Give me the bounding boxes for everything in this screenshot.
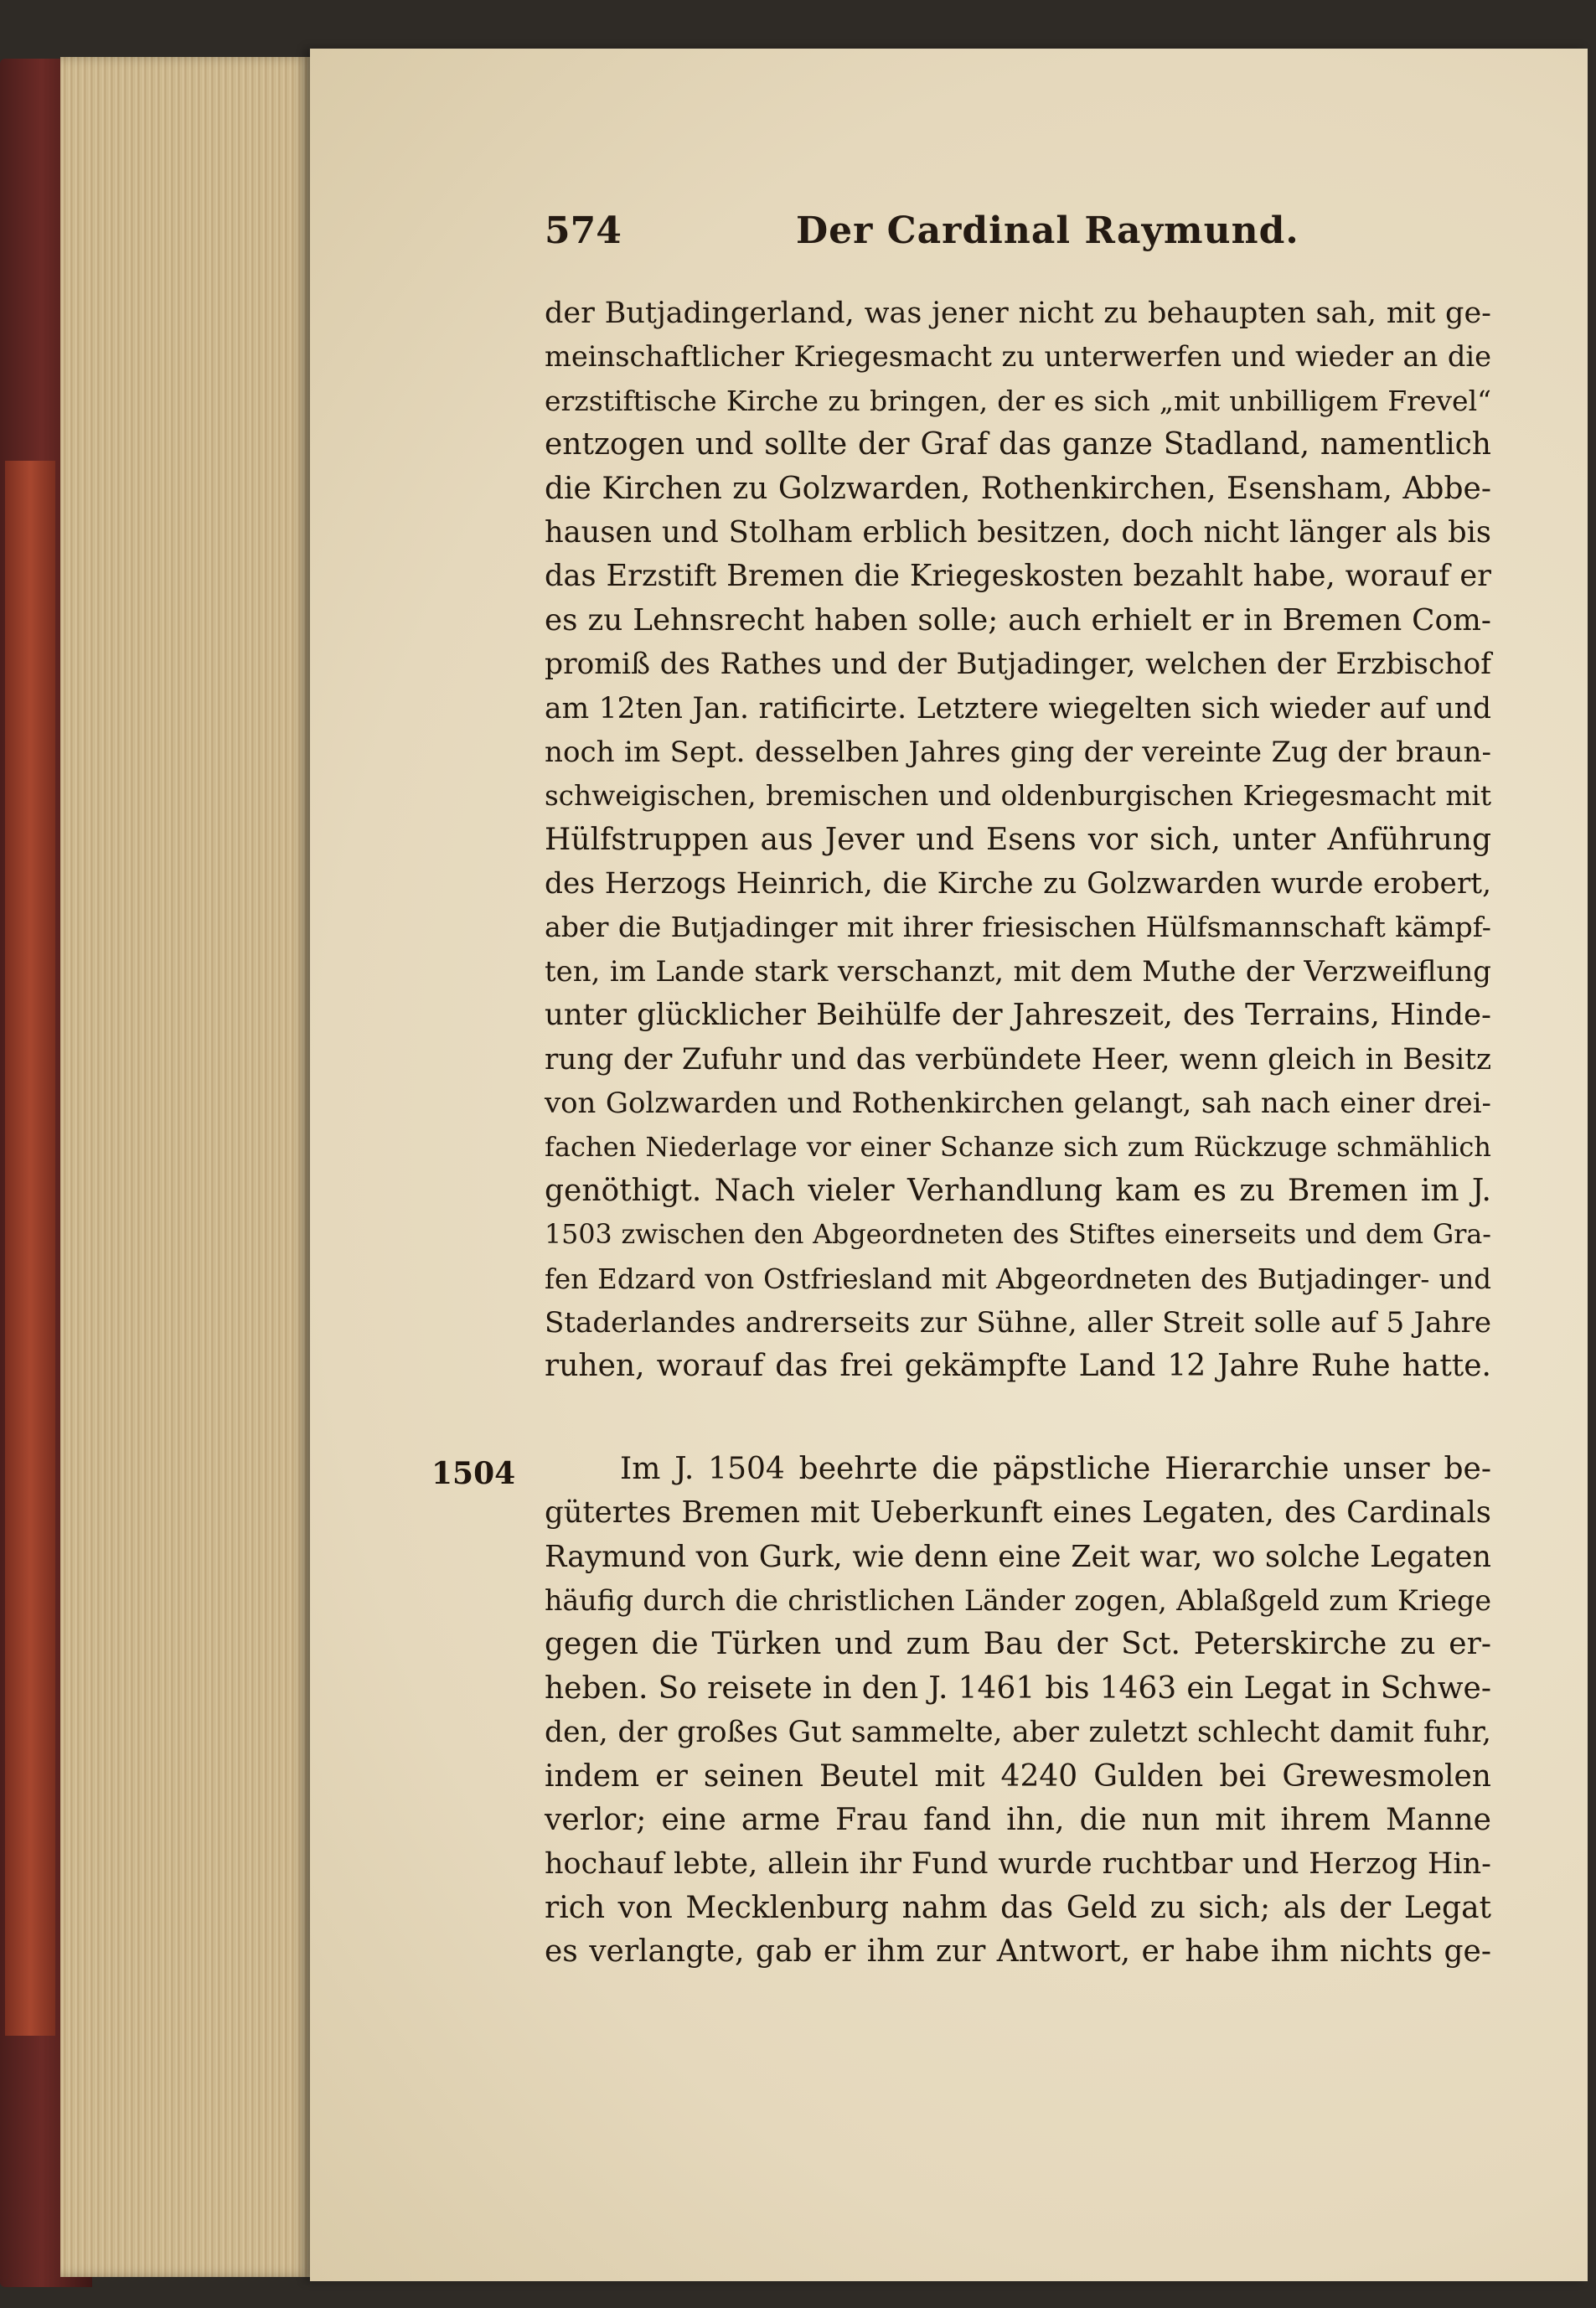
- text-line: indem er seinen Beutel mit 4240 Gulden bei Grewesmolen: [545, 1758, 1491, 1794]
- chapter-title: Der Cardinal Raymund.: [796, 209, 1299, 252]
- text-line: ten, im Lande stark verschanzt, mit dem Muthe der Verzweiflung: [545, 954, 1491, 989]
- text-line: verlor; eine arme Frau fand ihn, die nun mit ihrem Manne: [545, 1802, 1491, 1837]
- text-line: erzstiftische Kirche zu bringen, der es sich „mit unbilligem Frevel“: [545, 384, 1491, 417]
- paragraph-2: [545, 1448, 1491, 1975]
- text-line: 1503 zwischen den Abgeordneten des Stiftes einerseits und dem Gra-: [545, 1220, 1491, 1251]
- text-line: es zu Lehnsrecht haben solle; auch erhielt er in Bremen Com-: [545, 602, 1491, 638]
- body-text: [545, 292, 1491, 1974]
- text-line: gegen die Türken und zum Bau der Sct. Peterskirche zu er-: [545, 1627, 1491, 1662]
- text-line: Raymund von Gurk, wie denn eine Zeit war, wo solche Legaten: [545, 1539, 1491, 1574]
- text-line: heben. So reisete in den J. 1461 bis 1463 ein Legat in Schwe-: [545, 1670, 1491, 1706]
- text-line: das Erzstift Bremen die Kriegeskosten bezahlt habe, worauf er: [545, 559, 1491, 594]
- text-line: ruhen, worauf das frei gekämpfte Land 12 Jahre Ruhe hatte.: [545, 1349, 1491, 1384]
- text-line: schweigischen, bremischen und oldenburgischen Kriegesmacht mit: [545, 780, 1491, 813]
- text-line: häufig durch die christlichen Länder zogen, Ablaßgeld zum Kriege: [545, 1583, 1491, 1617]
- text-line: aber die Butjadinger mit ihrer friesischen Hülfsmannschaft kämpf-: [545, 911, 1491, 944]
- page-number: 574: [545, 209, 622, 252]
- paragraph-gap: [545, 1389, 1491, 1448]
- text-line: unter glücklicher Beihülfe der Jahreszeit, des Terrains, Hinde-: [545, 998, 1491, 1033]
- text-line: hochauf lebte, allein ihr Fund wurde ruchtbar und Herzog Hin-: [545, 1846, 1491, 1882]
- running-head: [545, 209, 1550, 260]
- text-line: genöthigt. Nach vieler Verhandlung kam es zu Bremen im J.: [545, 1173, 1491, 1208]
- text-line: Staderlandes andrerseits zur Sühne, aller Streit solle auf 5 Jahre: [545, 1305, 1491, 1340]
- text-line: Im J. 1504 beehrte die päpstliche Hierarchie unser be-: [620, 1451, 1491, 1486]
- text-line: der Butjadingerland, was jener nicht zu behaupten sah, mit ge-: [545, 297, 1491, 330]
- text-line: rung der Zufuhr und das verbündete Heer, wenn gleich in Besitz: [545, 1042, 1491, 1077]
- text-line: den, der großes Gut sammelte, aber zuletzt schlecht damit fuhr,: [545, 1716, 1491, 1750]
- text-line: noch im Sept. desselben Jahres ging der vereinte Zug der braun-: [545, 735, 1491, 769]
- cover-label-stripe: [5, 461, 55, 2036]
- text-line: promiß des Rathes und der Butjadinger, welchen der Erzbischof: [545, 648, 1491, 682]
- text-line: Hülfstruppen aus Jever und Esens vor sich, unter Anführung: [545, 822, 1491, 857]
- text-line: von Golzwarden und Rothenkirchen gelangt, sah nach einer drei-: [545, 1087, 1491, 1120]
- text-line: meinschaftlicher Kriegesmacht zu unterwerfen und wieder an die: [545, 340, 1491, 374]
- text-line: es verlangte, gab er ihm zur Antwort, er habe ihm nichts ge-: [545, 1934, 1491, 1970]
- text-line: des Herzogs Heinrich, die Kirche zu Golzwarden wurde erobert,: [545, 867, 1491, 901]
- text-line: fachen Niederlage vor einer Schanze sich zum Rückzuge schmählich: [545, 1131, 1491, 1164]
- text-line: gütertes Bremen mit Ueberkunft eines Legaten, des Cardinals: [545, 1495, 1491, 1531]
- text-line: fen Edzard von Ostfriesland mit Abgeordneten des Butjadinger- und: [545, 1262, 1491, 1295]
- text-line: rich von Mecklenburg nahm das Geld zu sich; als der Legat: [545, 1890, 1491, 1925]
- text-line: am 12ten Jan. ratificirte. Letztere wiegelten sich wieder auf und: [545, 691, 1491, 725]
- margin-year-note: 1504: [431, 1456, 516, 1491]
- text-line: hausen und Stolham erblich besitzen, doch nicht länger als bis: [545, 514, 1491, 550]
- text-line: entzogen und sollte der Graf das ganze Stadland, namentlich: [545, 427, 1491, 462]
- paragraph-1: [545, 292, 1491, 1389]
- page-edges: [60, 57, 312, 2277]
- text-line: die Kirchen zu Golzwarden, Rothenkirchen, Esensham, Abbe-: [545, 471, 1491, 506]
